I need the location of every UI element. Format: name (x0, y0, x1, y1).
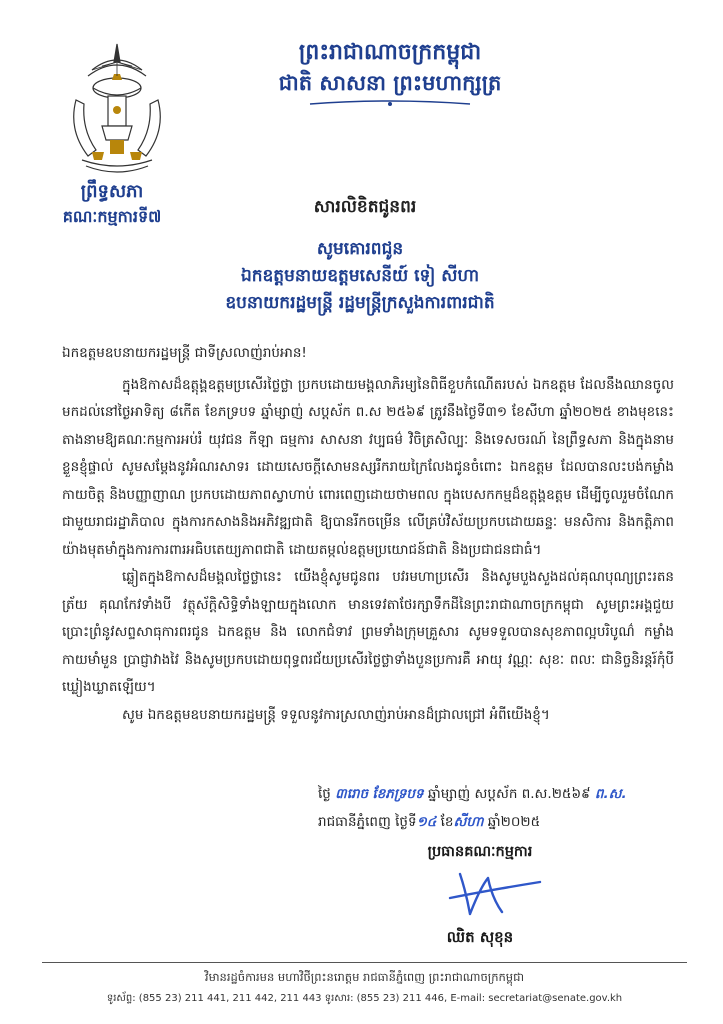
paragraph-2: ឆ្លៀតក្នុងឱកាសដ៏មង្គលថ្លៃថ្លានេះ យើងខ្ញុំសូមជូនពរ បវរមហាប្រសើរ និងសូមបួងសួងដល់គុណបុណ្យព្រះរតនត្រ័យ គុណកែវទាំងបី វត្ថុស័ក្តិសិទ្ធិទាំងឡាយក្នុងលោក មានទេវតាថែរក្សាទឹកដីនៃព្រះរាជាណាចក្រកម្ពុជា សូមព្រះអង្គជួយប្រោះព្រំនូវសព្ទសាធុការពរជូន ឯកឧត្តម និង លោកជំទាវ ព្រមទាំងក្រុមគ្រួសារ សូមទទួលបានសុខភាពល្អបរិបូណ៌ កម្លាំងកាយមាំមួន ប្រាជ្ញាវាងវៃ និងសូមប្រកបដោយពុទ្ធពរជ័យប្រសើរថ្លៃថ្លាទាំងបួនប្រការគឺ អាយុ វណ្ណៈ សុខៈ ពលៈ ជានិច្ចនិរន្តរ៍កុំបីឃ្លៀងឃ្លាតឡើយ។ (62, 569, 674, 695)
recipient-name: ឯកឧត្តមនាយឧត្តមសេនីយ៍ ទៀ សីហា (240, 266, 480, 286)
date-block (318, 780, 698, 836)
recipient-block (120, 236, 600, 317)
footer-address: វិមានរដ្ឋចំការមន មហាវិថីព្រះនរោត្តម រាជធានីភ្នំពេញ ព្រះរាជាណាចក្រកម្ពុជា (204, 970, 525, 984)
lunar-era-handwritten: ព.ស. (594, 786, 627, 802)
lunar-suffix: ឆ្នាំម្សាញ់ សប្តស័ក ព.ស.២៥៦៩ (427, 786, 591, 802)
lunar-date (318, 780, 698, 808)
footer-contact: ទូរស័ព្ទ: (855 23) 211 441, 211 442, 211 443 ទូរសារ: (855 23) 211 446, E-mail: secretariat@senate.gov.kh (106, 993, 623, 1004)
lunar-month-handwritten: ខែភទ្របទ (372, 786, 424, 802)
year: ឆ្នាំ២០២៥ (487, 814, 541, 830)
handwritten-signature (430, 868, 560, 924)
place-prefix: រាជធានីភ្នំពេញ ថ្ងៃទី (318, 814, 417, 830)
signatory-title: ប្រធានគណៈកម្មការ (427, 844, 533, 860)
paragraph-1: ក្នុងឱកាសដ៏ឧត្តុង្គឧត្តមប្រសើរថ្លៃថ្លា ប្រកបដោយមង្គលាភិរម្យនៃពិធីខួបកំណើតរបស់ ឯកឧត្តម ដែលនឹងឈានចូលមកដល់នៅថ្ងៃអាទិត្យ ៨កើត ខែភទ្របទ ឆ្នាំម្សាញ់ សប្តស័ក ព.ស ២៥៦៩ ត្រូវនឹងថ្ងៃទី៣១ ខែសីហា ឆ្នាំ២០២៥ ខាងមុខនេះ តាងនាមឱ្យគណៈកម្មការអប់រំ យុវជន កីឡា ធម្មការ សាសនា វប្បធម៌ វិចិត្រសិល្បៈ និងទេសចរណ៍ នៃព្រឹទ្ធសភា និងក្នុងនាមខ្លួនខ្ញុំផ្ទាល់ សូមសម្តែងនូវអំណរសាទរ ដោយសេចក្តីសោមនស្សរីករាយក្រៃលែងជូនចំពោះ ឯកឧត្តម ដែលបានលះបង់កម្លាំងកាយចិត្ត និងបញ្ញាញាណ ប្រកបដោយភាពស្វាហាប់ ពោរពេញដោយថាមពល ក្នុងបេសកកម្មដ៏ឧត្តុង្គឧត្តម ដើម្បីចូលរួមចំណែកជាមួយរាជរដ្ឋាភិបាល ក្នុងការកសាងនិងអភិវឌ្ឍជាតិ ឱ្យបានរីកចម្រើន លើគ្រប់វិស័យប្រកបដោយឆន្ទៈ មនសិការ និងកត្តិភាពយ៉ាងមុតមាំក្នុងការការពារអធិបតេយ្យភាពជាតិ ដោយតម្កល់ឧត្តមប្រយោជន៍ជាតិ និងប្រជាជនជាធំ។ (62, 376, 674, 558)
kingdom-heading: ព្រះរាជាណាចក្រកម្ពុជា (298, 40, 482, 65)
closing-line: សូម ឯកឧត្តមឧបនាយករដ្ឋមន្ត្រី ទទួលនូវការស្រលាញ់រាប់អានដ៏ជ្រាលជ្រៅ អំពីយើងខ្ញុំ។ (122, 706, 550, 723)
ornamental-divider (300, 100, 480, 108)
solar-date (318, 808, 698, 836)
document-type: សារលិខិតជូនពរ (313, 197, 417, 217)
month-prefix: ខែ (440, 814, 454, 830)
signatory-name: ឈិត សុខុន (446, 928, 514, 946)
letter-body (62, 340, 674, 729)
national-motto: ជាតិ សាសនា ព្រះមហាក្សត្រ (278, 71, 502, 95)
greeting: ឯកឧត្តមឧបនាយករដ្ឋមន្ត្រី ជាទីស្រលាញ់រាប់អាន! (62, 345, 307, 361)
lunar-prefix: ថ្ងៃ (318, 786, 331, 802)
recipient-salutation: សូមគោរពជូន (316, 239, 404, 259)
month-handwritten: សីហា (453, 814, 484, 830)
footer-divider (42, 962, 687, 963)
sender-commission: គណៈកម្មការទី៧ (62, 207, 162, 226)
recipient-title: ឧបនាយករដ្ឋមន្ត្រី រដ្ឋមន្ត្រីក្រសួងការពារជាតិ (225, 293, 495, 313)
sender-organization: ព្រឹទ្ធសភា (80, 181, 144, 202)
day-handwritten: ១៤ (416, 814, 437, 830)
lunar-day-handwritten: ៣រោច (335, 786, 369, 802)
royal-emblem (62, 40, 172, 180)
